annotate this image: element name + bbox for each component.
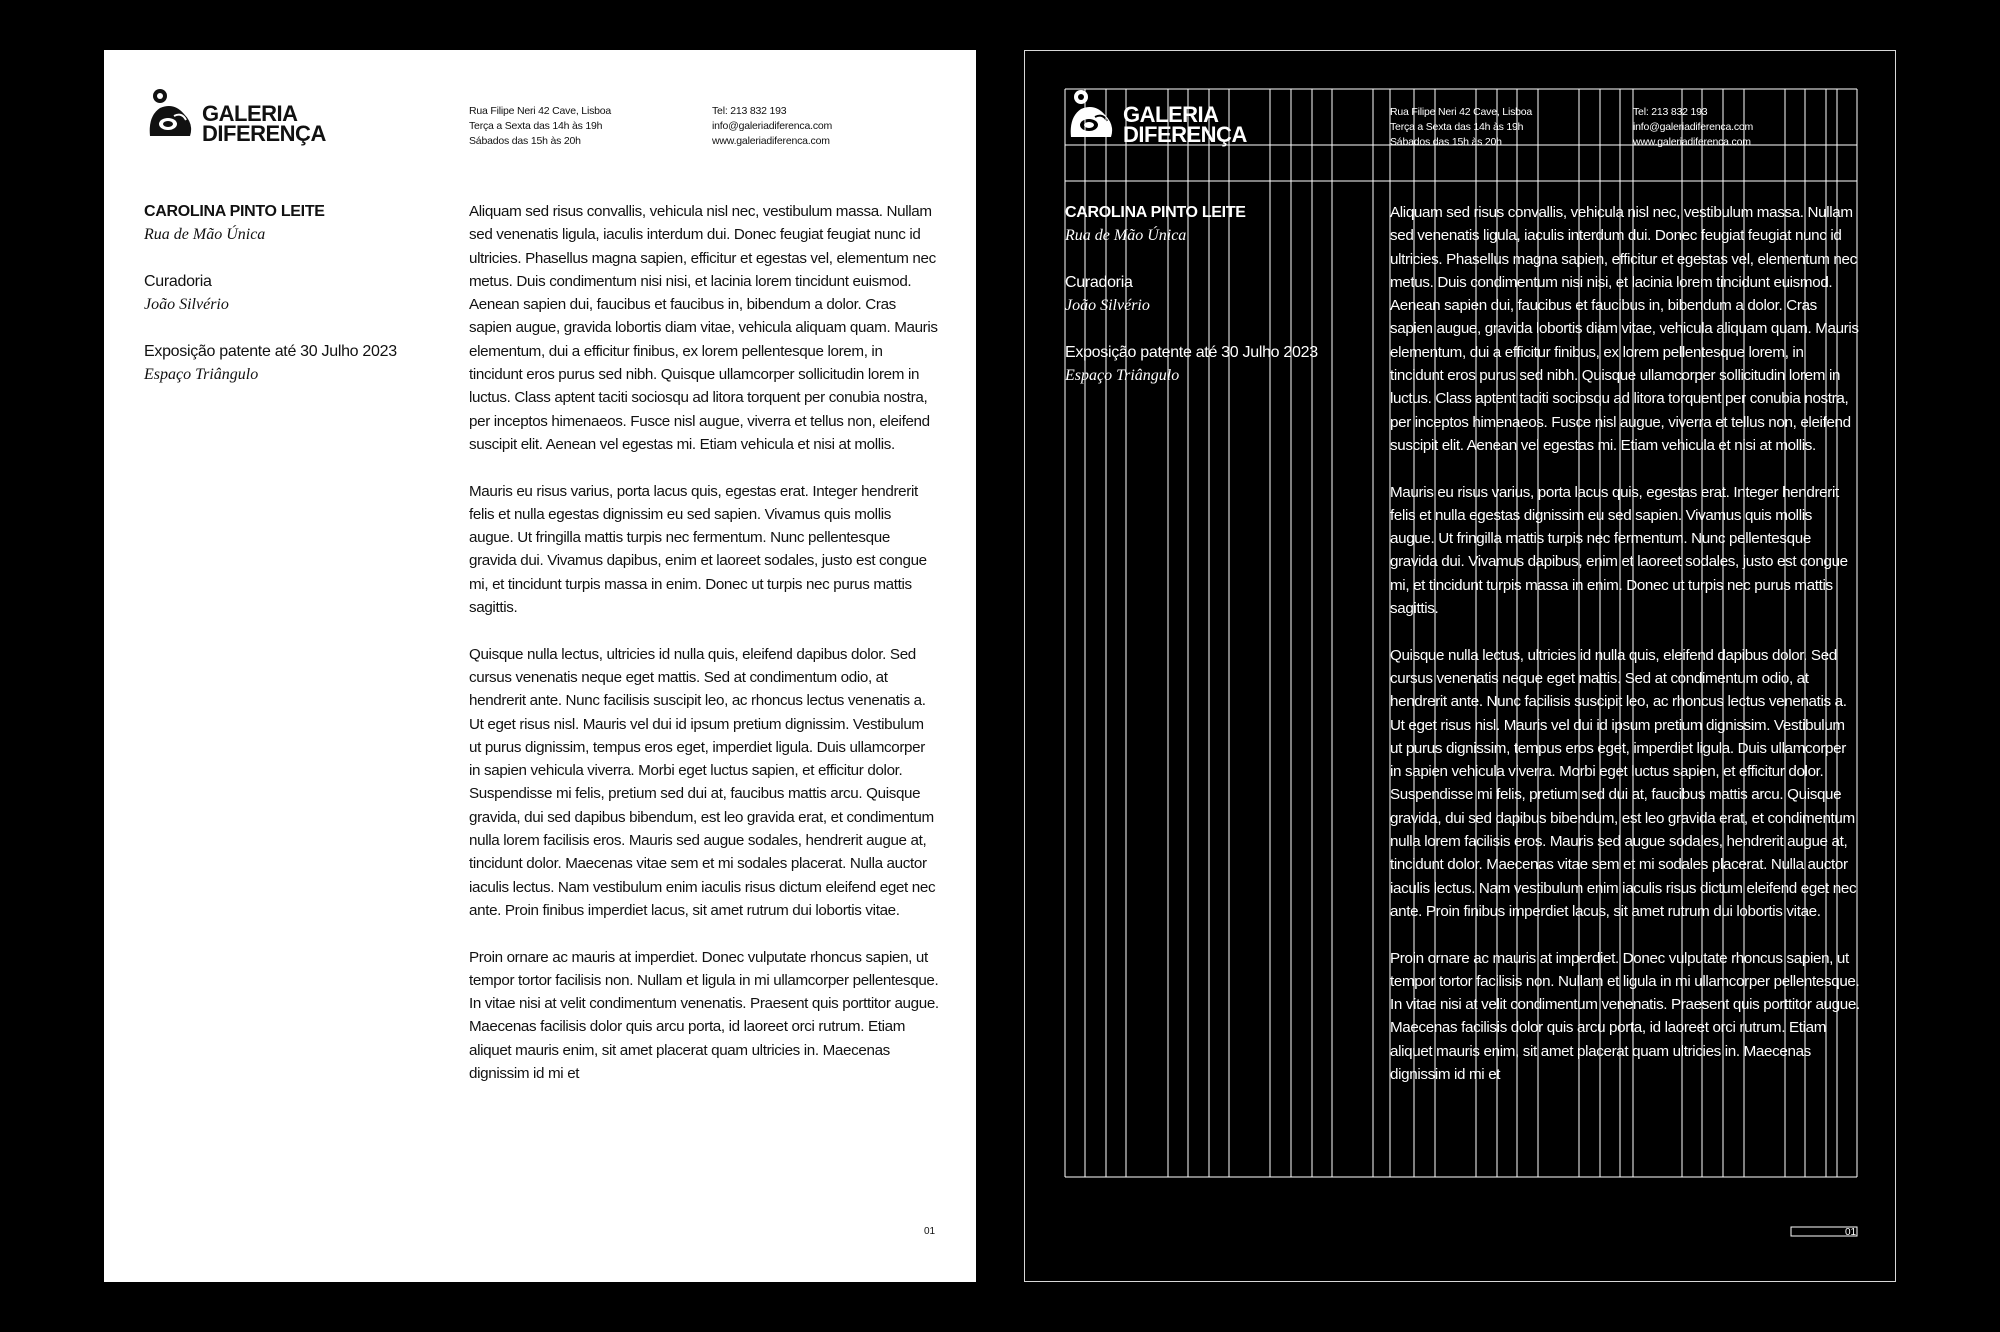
website: www.galeriadiferenca.com [1633,136,1751,148]
hours-saturday: Sábados das 15h às 20h [469,135,581,147]
paragraph-1: Aliquam sed risus convallis, vehicula nisl nec, vestibulum massa. Nullam sed venenatis ligula, iaculis interdum dui. Donec feugiat feugiat nunc id ultricies. Phasellus magna sapien, efficitur et egestas vel, elementum nec metus. Duis condimentum nisi nisi, et lacinia lorem tincidunt euismod. Aenean sapien dui, faucibus et faucibus in, bibendum a dolor. Cras sapien augue, gravida lobortis diam vitae, vehicula aliquam quam. Mauris elementum, dui a efficitur finibus, ex lorem pellentesque lorem, in tincidunt eros purus sed nibh. Quisque ullamcorper sollicitudin lorem in luctus. Class aptent taciti sociosqu ad litora torquent per conubia nostra, per inceptos himenaeos. Fusce nisl augue, viverra et tellus non, eleifend suscipit elit. Aenean vel egestas mi. Etiam vehicula et nisi at mollis. [1390,204,1859,454]
exhibition-space: Espaço Triângulo [1065,367,1180,384]
exhibition-title: Rua de Mão Única [1065,227,1187,244]
contact-block [712,104,832,149]
address-block [1390,105,1532,150]
logo-line-2: DIFERENÇA [1123,122,1247,147]
paragraph-2: Mauris eu risus varius, porta lacus quis, egestas erat. Integer hendrerit felis et nulla egestas dignissim eu sed sapien. Vivamus quis mollis augue. Ut fringilla mattis turpis nec fermentum. Nunc pellentesque gravida dui. Vivamus dapibus, enim et laoreet sodales, justo est congue mi, et tincidunt turpis massa in enim. Donec ut turpis nec purus mattis sagittis. [1390,483,1848,618]
letter-page-grid [1024,50,1896,1282]
artist-name: CAROLINA PINTO LEITE [1065,204,1246,221]
curator-name: João Silvério [144,296,229,313]
logo-line-1: GALERIA [202,101,298,126]
address: Rua Filipe Neri 42 Cave, Lisboa [1390,106,1533,118]
exhibition-info [144,200,444,386]
gallery-logo [144,86,334,146]
sculpture-emblem-icon [1065,87,1121,143]
exhibition-dates: Exposição patente até 30 Julho 2023 [144,343,397,360]
phone: Tel: 213 832 193 [1633,106,1708,118]
phone: Tel: 213 832 193 [712,105,787,117]
curation-label: Curadoria [1065,274,1133,291]
paragraph-1: Aliquam sed risus convallis, vehicula nisl nec, vestibulum massa. Nullam sed venenatis ligula, iaculis interdum dui. Donec feugiat feugiat nunc id ultricies. Phasellus magna sapien, efficitur et egestas vel, elementum nec metus. Duis condimentum nisi nisi, et lacinia lorem tincidunt euismod. Aenean sapien dui, faucibus et faucibus in, bibendum a dolor. Cras sapien augue, gravida lobortis diam vitae, vehicula aliquam quam. Mauris elementum, dui a efficitur finibus, ex lorem pellentesque lorem, in tincidunt eros purus sed nibh. Quisque ullamcorper sollicitudin lorem in luctus. Class aptent taciti sociosqu ad litora torquent per conubia nostra, per inceptos himenaeos. Fusce nisl augue, viverra et tellus non, eleifend suscipit elit. Aenean vel egestas mi. Etiam vehicula et nisi at mollis. [469,203,938,453]
paragraph-4: Proin ornare ac mauris at imperdiet. Donec vulputate rhoncus sapien, ut tempor tortor facilisis non. Nullam et ligula in mi ullamcorper pellentesque. In vitae nisi at velit condimentum venenatis. Praesent quis porttitor augue. Maecenas facilisis dolor quis arcu porta, id laoreet orci rutrum. Etiam aliquet mauris enim, sit amet placerat quam ultricies in. Maecenas dignissim id mi et [469,948,939,1082]
email: info@galeriadiferenca.com [1633,121,1754,133]
artist-name: CAROLINA PINTO LEITE [144,203,325,220]
page-number: 01 [924,1226,936,1237]
curator-name: João Silvério [1065,297,1150,314]
logo-line-1: GALERIA [1123,102,1219,127]
address: Rua Filipe Neri 42 Cave, Lisboa [469,105,612,117]
exhibition-dates: Exposição patente até 30 Julho 2023 [1065,344,1318,361]
letter-page-light [104,50,976,1282]
paragraph-4: Proin ornare ac mauris at imperdiet. Donec vulputate rhoncus sapien, ut tempor tortor facilisis non. Nullam et ligula in mi ullamcorper pellentesque. In vitae nisi at velit condimentum venenatis. Praesent quis porttitor augue. Maecenas facilisis dolor quis arcu porta, id laoreet orci rutrum. Etiam aliquet mauris enim, sit amet placerat quam ultricies in. Maecenas dignissim id mi et [1390,949,1860,1083]
paragraph-2: Mauris eu risus varius, porta lacus quis, egestas erat. Integer hendrerit felis et nulla egestas dignissim eu sed sapien. Vivamus quis mollis augue. Ut fringilla mattis turpis nec fermentum. Nunc pellentesque gravida dui. Vivamus dapibus, enim et laoreet sodales, justo est congue mi, et tincidunt turpis massa in enim. Donec ut turpis nec purus mattis sagittis. [469,482,927,617]
logo-line-2: DIFERENÇA [202,121,326,146]
exhibition-info [1065,201,1365,387]
exhibition-title: Rua de Mão Única [144,226,266,243]
body-text [469,200,939,1230]
hours-weekdays: Terça a Sexta das 14h às 19h [1390,121,1524,133]
contact-block [1633,105,1753,150]
exhibition-space: Espaço Triângulo [144,366,259,383]
hours-saturday: Sábados das 15h às 20h [1390,136,1502,148]
body-text [1390,201,1860,1231]
gallery-logo [1065,87,1255,147]
email: info@galeriadiferenca.com [712,120,833,132]
website: www.galeriadiferenca.com [712,135,830,147]
paragraph-3: Quisque nulla lectus, ultricies id nulla quis, eleifend dapibus dolor. Sed cursus venenatis neque eget mattis. Sed at condimentum odio, at hendrerit ante. Nunc facilisis suscipit leo, ac rhoncus lectus venenatis a. Ut eget risus nisl. Mauris vel dui id ipsum pretium dignissim. Vestibulum ut purus dignissim, tempus eros eget, imperdiet ligula. Duis ullamcorper in sapien vehicula viverra. Morbi eget luctus sapien, et efficitur dolor. Suspendisse mi felis, pretium sed dui at, faucibus mattis arcu. Quisque gravida, dui sed dapibus bibendum, est leo gravida erat, et condimentum nulla lorem facilisis eros. Mauris sed augue sodales, hendrerit augue at, tincidunt dolor. Maecenas vitae sem et mi sodales placerat. Nulla auctor iaculis lectus. Nam vestibulum enim iaculis risus dictum eleifend eget nec ante. Proin finibus imperdiet lacus, sit amet rutrum dui lobortis vitae. [1390,646,1857,920]
curation-label: Curadoria [144,273,212,290]
hours-weekdays: Terça a Sexta das 14h às 19h [469,120,603,132]
sculpture-emblem-icon [144,86,200,142]
page-number: 01 [1845,1227,1857,1238]
paragraph-3: Quisque nulla lectus, ultricies id nulla quis, eleifend dapibus dolor. Sed cursus venenatis neque eget mattis. Sed at condimentum odio, at hendrerit ante. Nunc facilisis suscipit leo, ac rhoncus lectus venenatis a. Ut eget risus nisl. Mauris vel dui id ipsum pretium dignissim. Vestibulum ut purus dignissim, tempus eros eget, imperdiet ligula. Duis ullamcorper in sapien vehicula viverra. Morbi eget luctus sapien, et efficitur dolor. Suspendisse mi felis, pretium sed dui at, faucibus mattis arcu. Quisque gravida, dui sed dapibus bibendum, est leo gravida erat, et condimentum nulla lorem facilisis eros. Mauris sed augue sodales, hendrerit augue at, tincidunt dolor. Maecenas vitae sem et mi sodales placerat. Nulla auctor iaculis lectus. Nam vestibulum enim iaculis risus dictum eleifend eget nec ante. Proin finibus imperdiet lacus, sit amet rutrum dui lobortis vitae. [469,645,936,919]
address-block [469,104,611,149]
